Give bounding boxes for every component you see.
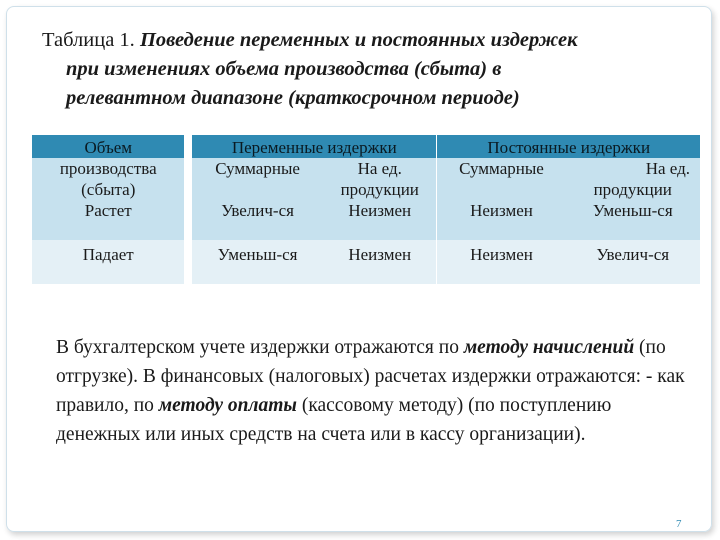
caption-line-1: Поведение переменных и постоянных издержек [139,29,578,51]
paragraph-text-1: В бухгалтерском учете издержки отражаются по [56,337,464,358]
accrual-method-term: методу начислений [463,337,635,358]
header-row-3 [32,179,700,200]
variable-unit-cell: Неизмен [323,240,437,284]
fixed-costs-header: Постоянные издержки [437,135,700,158]
variable-unit-cell: Неизмен [323,200,437,240]
row-label: Растет [32,200,184,240]
header-row-2 [32,158,700,179]
caption-line-2: при изменениях объема производства (сбыта) в [66,58,502,80]
col-volume-header-1: Объем [32,135,184,158]
row-label: Падает [32,240,184,284]
fixed-total-cell: Неизмен [437,200,566,240]
variable-costs-header: Переменные издержки [192,135,437,158]
table-row [32,240,700,284]
col-volume-header-2: производства [32,158,184,179]
paragraph-text-3: (кассовому методу) (по поступлению денежных или иных средств на счета или в кассу организации). [56,395,612,445]
table-row [32,200,700,240]
fixed-unit-cell: Увелич-ся [565,240,700,284]
fixed-unit-cell: Уменьш-ся [565,200,700,240]
fixed-unit-header-2: продукции [565,179,700,200]
variable-unit-header-1: На ед. [323,158,437,179]
caption-prefix: Таблица 1. [42,29,135,51]
fixed-unit-header-1: На ед. [565,158,700,179]
accounting-note-paragraph [56,333,696,449]
col-volume-header-3: (сбыта) [32,179,184,200]
caption-line-3: релевантном диапазоне (краткосрочном периоде) [66,87,520,109]
paragraph-text-2: (по отгрузке). В финансовых (налоговых) расчетах издержки отражаются: - как правило, по [56,337,685,416]
variable-total-header: Суммарные [192,158,323,179]
page-number: 7 [676,518,682,530]
variable-unit-header-2: продукции [323,179,437,200]
header-row-1 [32,135,700,158]
table-caption [42,26,702,113]
fixed-total-header: Суммарные [437,158,566,179]
variable-total-cell: Уменьш-ся [192,240,323,284]
variable-total-cell: Увелич-ся [192,200,323,240]
cash-method-term: методу оплаты [158,395,297,416]
cost-behavior-table [32,135,700,284]
fixed-total-cell: Неизмен [437,240,566,284]
